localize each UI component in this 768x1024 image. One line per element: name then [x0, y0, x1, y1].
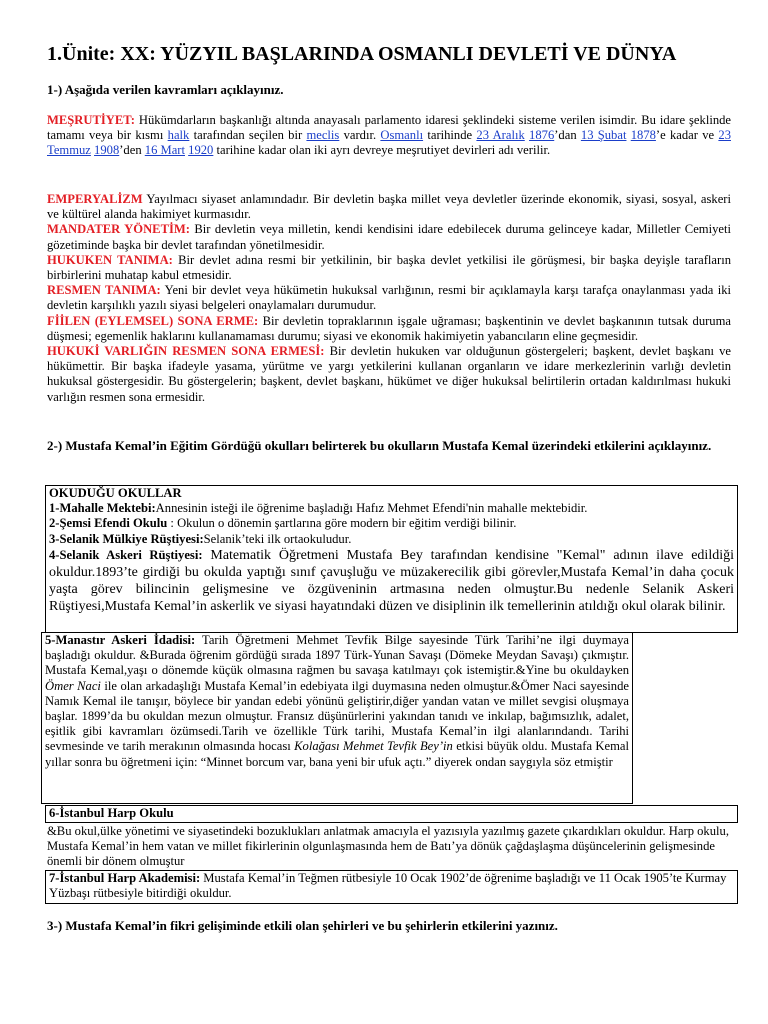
link-16-mart[interactable]: 16 Mart: [144, 143, 185, 158]
definition-emperyalizm: EMPERYALİZM Yayılmacı siyaset anlamındadır. Bir devletin başka millet veya devletler üzerinde ekonomik, siyasi, sosyal, askeri ve kültürel alanda hakimiyet kurmasıdır.: [47, 192, 731, 222]
link-halk[interactable]: halk: [167, 128, 190, 143]
question-2: 2-) Mustafa Kemal’in Eğitim Gördüğü okulları belirterek bu okulların Mustafa Kemal üzerindeki etkilerini açıklayınız.: [47, 438, 712, 453]
schools-box: [45, 485, 738, 633]
link-13-subat[interactable]: 13 Şubat: [580, 128, 627, 143]
term-label: MANDATER YÖNETİM:: [47, 222, 190, 237]
link-1876[interactable]: 1876: [529, 128, 555, 143]
definition-hukuki-varlik: HUKUKİ VARLIĞIN RESMEN SONA ERMESİ: Bir devletin hukuken var olduğunun göstergeleri; başkent, devlet başkanı ve hükümettir. Bir başka ifadeyle yasama, yürütme ve yargı yetkilerini kullanan organların ve idare merkezlerinin varlığı devletin hukuksal göstergesidir. Bu göstergelerin; başkent, devlet başkanı, hükümet ve diğer hukuksal belirtilerin ortadan kaldırılması hukuki varlığın resmen sona ermesidir.: [47, 344, 731, 404]
question-3: 3-) Mustafa Kemal’in fikri gelişiminde etkili olan şehirleri ve bu şehirlerin etkilerini yazınız.: [47, 918, 558, 933]
link-1878[interactable]: 1878: [630, 128, 656, 143]
definition-fiilen-sona-erme: FİİLEN (EYLEMSEL) SONA ERME: Bir devletin topraklarının işgale uğraması; başkentinin ve devlet başkanının tutsak duruma düşmesi; egemenlik haklarını kullanamaması durumu; siyasi ve ekonomik hakimiyetin yabancıların eline geçmesidir.: [47, 313, 731, 343]
school-mahalle: 1-Mahalle Mektebi:Annesinin isteği ile öğrenime başladığı Hafız Mehmet Efendi'nin mahalle mektebidir.: [49, 501, 588, 516]
school-semsi-efendi: 2-Şemsi Efendi Okulu : Okulun o dönemin şartlarına göre modern bir eğitim verdiği bilinir.: [49, 516, 517, 531]
harp-okulu-box: 6-İstanbul Harp Okulu: [45, 805, 738, 823]
omer-naci-name: Ömer Naci: [45, 678, 101, 693]
link-23-aralik[interactable]: 23 Aralık: [476, 128, 525, 143]
link-23-temmuz[interactable]: 23 Temmuz: [47, 128, 731, 158]
definition-hukuken-tanima: HUKUKEN TANIMA: Bir devlet adına resmi bir yetkilinin, bir başka devlet yetkilisi ile görüşmesi, bir başka deyişle tarafların birbirlerini muhatap kabul etmesidir.: [47, 252, 731, 283]
term-label: HUKUKİ VARLIĞIN RESMEN SONA ERMESİ:: [47, 344, 325, 359]
link-1920[interactable]: 1920: [188, 143, 214, 158]
link-osmanli[interactable]: Osmanlı: [380, 128, 424, 143]
schools-heading: OKUDUĞU OKULLAR: [49, 486, 182, 500]
mesrutiyet-paragraph: MEŞRUTİYET: Hükümdarların başkanlığı altında anayasalı parlamento idaresi şeklindeki sisteme verilen isimdir. Bu idare şeklinde tamamı veya bir kısmı halk tarafından seçilen bir meclis vardır. Osmanlı tarihinde 23 Aralık 1876’dan 13 Şubat 1878’e kadar ve 23 Temmuz 1908’den 16 Mart 1920 tarihine kadar olan iki ayrı devreye meşrutiyet devirleri adı verilir.: [47, 113, 731, 158]
link-1908[interactable]: 1908: [94, 143, 120, 158]
definition-mandater: MANDATER YÖNETİM: Bir devletin veya milletin, kendi kendisini idare edebilecek duruma gelinceye kadar, Milletler Cemiyeti gözetiminde başka bir devlet tarafından yönetilmesidir.: [47, 222, 731, 252]
term-label: MEŞRUTİYET:: [47, 113, 135, 127]
harp-akademisi-box: 7-İstanbul Harp Akademisi: Mustafa Kemal’in Teğmen rütbesiyle 10 Ocak 1902’de öğrenime başladığı ve 11 Ocak 1905’te Kurmay Yüzbaşı rütbesiyle bitirdiği okuldur.: [45, 870, 738, 904]
link-meclis[interactable]: meclis: [306, 128, 340, 143]
school-askeri-rustiye: 4-Selanik Askeri Rüştiyesi: Matematik Öğretmeni Mustafa Bey tarafından kendisine "Kemal" adının ilave edildiği okuldur.1893’te girdiği bu okulda yaptığı sınıf çavuşluğu ve müzakerecilik gibi görevler,Mustafa Kemal’in daha çocuk yaşta görev bilincinin gelişmesine ve özgüveninin artmasına neden olmuştur.Bu nedenle Selanik Askeri Rüştiyesi,Mustafa Kemal’in askerlik ve siyasi hayatındaki düzen ve disiplinin ilk temellerinin atıldığı okul olarak bilinir.: [49, 547, 734, 615]
page-title: 1.Ünite: XX: YÜZYIL BAŞLARINDA OSMANLI DEVLETİ VE DÜNYA: [47, 43, 677, 65]
term-label: RESMEN TANIMA:: [47, 283, 161, 298]
definitions-block: [47, 192, 731, 405]
tevfik-bey-name: Kolağası Mehmet Tevfik Bey’in: [294, 739, 453, 754]
term-label: HUKUKEN TANIMA:: [47, 252, 173, 267]
manastir-box: 5-Manastır Askeri İdadisi: Tarih Öğretmeni Mehmet Tevfik Bilge sayesinde Türk Tarihi’ne ilgi duymaya başladığı okuldur. &Burada öğrenim gördüğü sırada 1897 Türk-Yunan Savaşı (Dömeke Meydan Savaşı) çıkmıştır. Mustafa Kemal,yaşı o dönemde küçük olmasına rağmen bu savaşa katılmayı çok istemiştir.&Yine bu okuldayken Ömer Naci ile olan arkadaşlığı Mustafa Kemal’in edebiyata ilgi duymasına neden olmuştur.&Ömer Naci sayesinde Namık Kemal ile tanışır, böylece bir yandan edebi yönünü geliştirir,diğer yandan vatan ve millet sevgisi oluşmaya başlar. 1899’da bu okuldan mezun olmuştur. Fransız düşünürlerini yakından tanıdı ve inkılap, bağımsızlık, adalet, eşitlik gibi kavramları özümsedi.Tarih ve özellikle Türk tarihi, Mustafa Kemal’in ilgi alanlarındandı. Tarihi sevmesinde ve tarih merakının olmasında hocası Kolağası Mehmet Tevfik Bey’in etkisi büyük oldu. Mustafa Kemal yıllar sonra bu öğretmeni için: “Minnet borcum var, bana yeni bir ufuk açtı.” diyerek ondan saygıyla söz etmiştir: [41, 632, 633, 804]
harp-okulu-text: &Bu okul,ülke yönetimi ve siyasetindeki bozuklukları anlatmak amacıyla el yazısıyla yazılmış gazete çıkardıkları okuldur. Harp okulu, Mustafa Kemal’in hem vatan ve millet fikirlerinin olgunlaşmasında hem de Batı’ya dönük çağdaşlaşma düşüncelerinin gelişmesinde önemli bir dönem olmuştur: [47, 824, 729, 869]
term-label: FİİLEN (EYLEMSEL) SONA ERME:: [47, 313, 259, 328]
term-label: EMPERYALİZM: [47, 192, 143, 206]
question-1: 1-) Aşağıda verilen kavramları açıklayınız.: [47, 82, 284, 97]
definition-resmen-tanima: RESMEN TANIMA: Yeni bir devlet veya hükümetin hukuksal varlığının, resmi bir açıklamayla karşı tarafça onaylanması yada iki devletin karşılıklı yazılı siyasi belgeleri onaylamaları durumudur.: [47, 283, 731, 313]
school-mulkiye: 3-Selanik Mülkiye Rüştiyesi:Selanik’teki ilk ortaokuludur.: [49, 531, 352, 546]
